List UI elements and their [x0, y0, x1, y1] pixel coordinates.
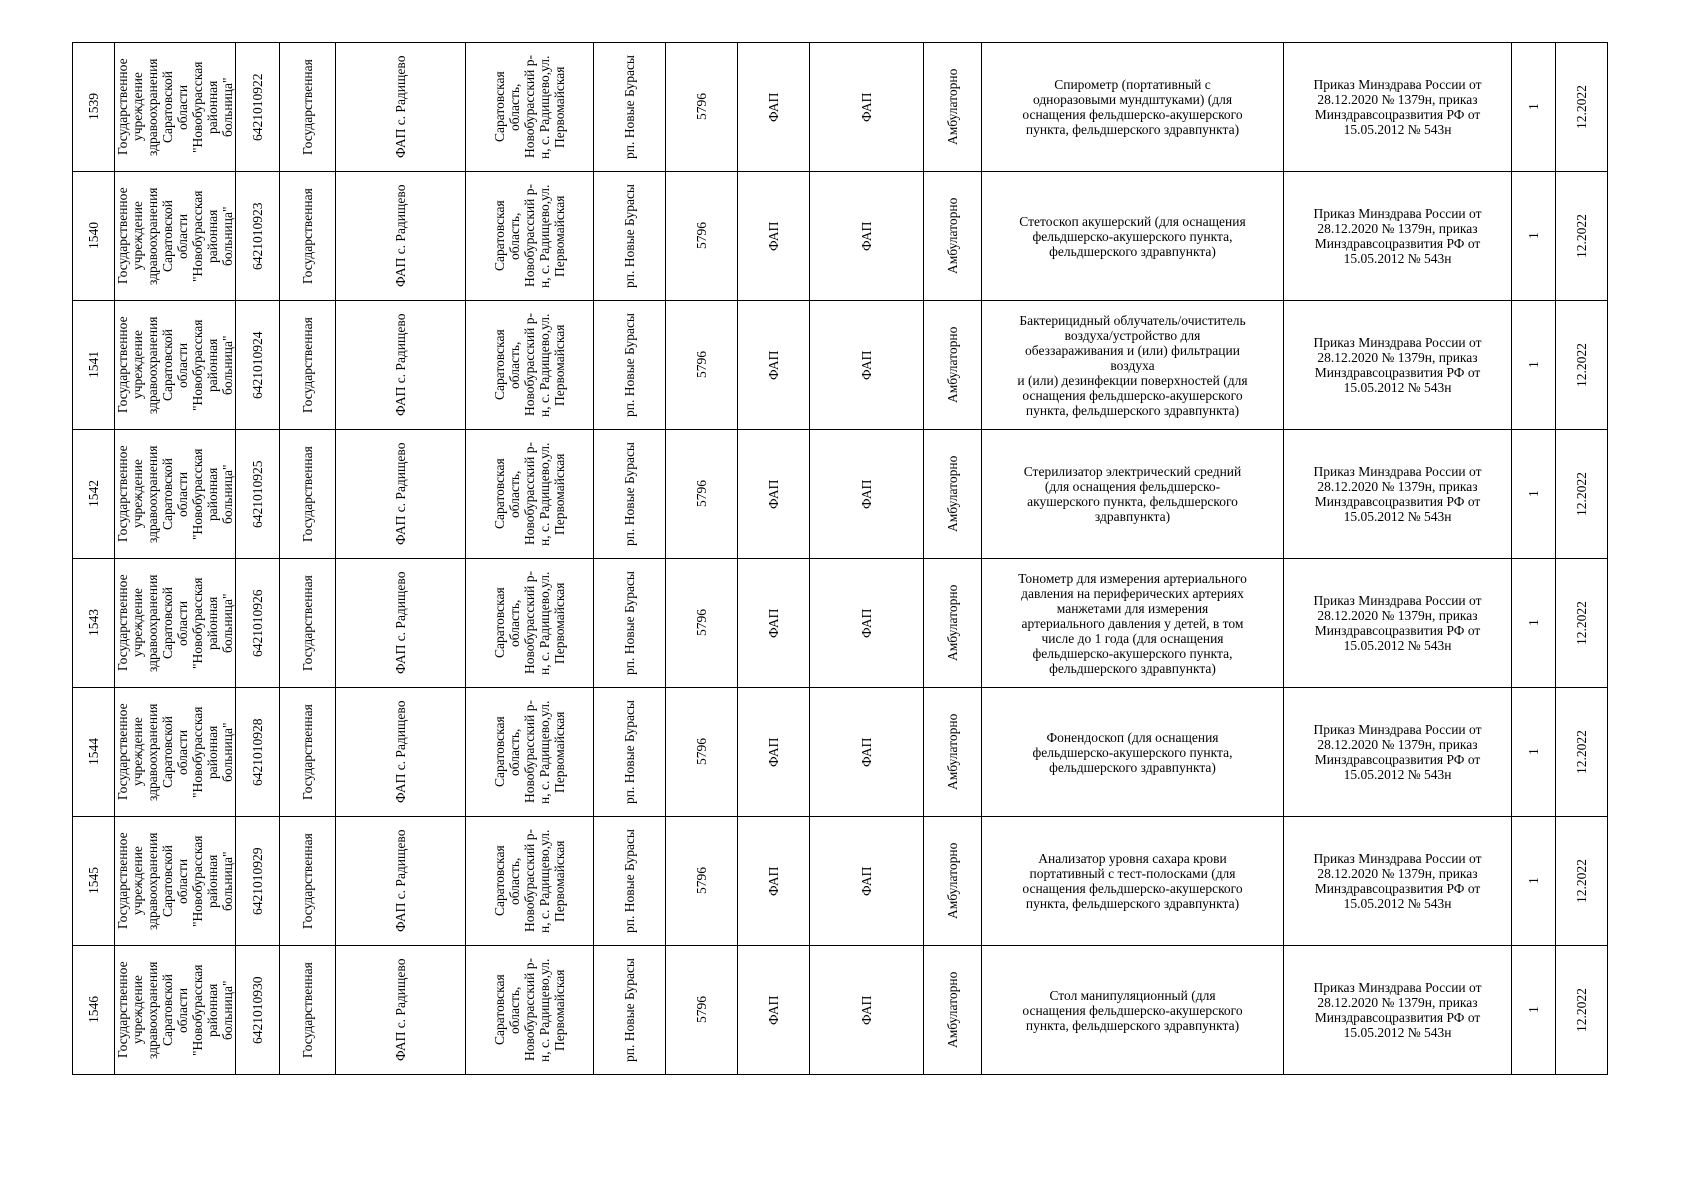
row-number: 1542 — [86, 480, 101, 508]
equipment-name: Бактерицидный облучатель/очиститель воздуха/устройство для обеззараживания и (или) фильтрации воздуха и (или) дезинфекции поверхностей (для оснащения фельдшерско-акушерского пункта, фельдшерского здравпункта) — [1017, 312, 1248, 418]
facility-subtype: ФАП — [859, 608, 874, 638]
equipment-cell — [982, 301, 1284, 430]
facility-type: ФАП — [766, 92, 781, 122]
subtype-cell — [810, 817, 924, 946]
ownership-cell — [280, 817, 336, 946]
order-cell — [1284, 946, 1512, 1075]
organization-cell — [115, 301, 236, 430]
organization-code: 6421010929 — [250, 847, 265, 915]
settlement-name: рп. Новые Бурасы — [622, 184, 637, 289]
quantity: 1 — [1526, 877, 1541, 885]
table-row — [73, 172, 1608, 301]
care-conditions: Амбулаторно — [945, 326, 960, 404]
ownership-cell — [280, 43, 336, 172]
facility-address: Саратовская область, Новобурасский р- н, с. Радищево,ул. Первомайская — [492, 571, 567, 675]
ownership-form: Государственная — [300, 704, 315, 800]
settlement-cell — [594, 688, 666, 817]
type-cell — [738, 817, 810, 946]
equipment-name: Фонендоскоп (для оснащения фельдшерско-акушерского пункта, фельдшерского здравпункта) — [1032, 729, 1233, 775]
order-cell — [1284, 430, 1512, 559]
organization-cell — [115, 688, 236, 817]
facility-cell — [336, 688, 466, 817]
order-cell — [1284, 817, 1512, 946]
facility-type: ФАП — [766, 737, 781, 767]
regulatory-order: Приказ Минздрава России от 28.12.2020 № 1379н, приказ Минздравсоцразвития РФ от 15.05.2012 № 543н — [1313, 335, 1482, 395]
facility-cell — [336, 559, 466, 688]
ownership-cell — [280, 688, 336, 817]
table-row — [73, 430, 1608, 559]
organization-name: Государственное учреждение здравоохранения Саратовской области "Новобурасская районная больница" — [115, 445, 235, 543]
care-conditions: Амбулаторно — [945, 455, 960, 533]
regulatory-order: Приказ Минздрава России от 28.12.2020 № 1379н, приказ Минздравсоцразвития РФ от 15.05.2012 № 543н — [1313, 851, 1482, 911]
address-cell — [466, 817, 594, 946]
quantity-cell — [1512, 817, 1556, 946]
facility-name: ФАП с. Радищево — [393, 571, 408, 675]
organization-code: 6421010923 — [250, 202, 265, 270]
address-cell — [466, 430, 594, 559]
settlement-cell — [594, 946, 666, 1075]
settlement-name: рп. Новые Бурасы — [622, 55, 637, 160]
row-number: 1541 — [86, 351, 101, 379]
subtype-cell — [810, 43, 924, 172]
care-conditions: Амбулаторно — [945, 842, 960, 920]
organization-cell — [115, 817, 236, 946]
row-number-cell — [73, 688, 115, 817]
type-cell — [738, 43, 810, 172]
facility-subtype: ФАП — [859, 995, 874, 1025]
quantity: 1 — [1526, 103, 1541, 111]
order-cell — [1284, 688, 1512, 817]
table-row — [73, 301, 1608, 430]
number-cell — [666, 301, 738, 430]
care-cell — [924, 946, 982, 1075]
code-cell — [236, 559, 280, 688]
ownership-cell — [280, 430, 336, 559]
row-number: 1544 — [86, 738, 101, 766]
type-cell — [738, 946, 810, 1075]
quantity: 1 — [1526, 1006, 1541, 1014]
organization-name: Государственное учреждение здравоохранения Саратовской области "Новобурасская районная больница" — [115, 961, 235, 1059]
row-number: 1543 — [86, 609, 101, 637]
code-cell — [236, 688, 280, 817]
table-row — [73, 559, 1608, 688]
date-cell — [1556, 559, 1608, 688]
quantity: 1 — [1526, 748, 1541, 756]
ownership-form: Государственная — [300, 59, 315, 155]
facility-subtype: ФАП — [859, 350, 874, 380]
subtype-cell — [810, 946, 924, 1075]
quantity: 1 — [1526, 619, 1541, 627]
code-cell — [236, 946, 280, 1075]
facility-type: ФАП — [766, 479, 781, 509]
number-cell — [666, 688, 738, 817]
facility-name: ФАП с. Радищево — [393, 313, 408, 417]
ownership-cell — [280, 946, 336, 1075]
facility-subtype: ФАП — [859, 479, 874, 509]
type-cell — [738, 301, 810, 430]
settlement-name: рп. Новые Бурасы — [622, 958, 637, 1063]
delivery-date: 12.2022 — [1574, 988, 1589, 1032]
subtype-cell — [810, 301, 924, 430]
settlement-cell — [594, 430, 666, 559]
facility-cell — [336, 430, 466, 559]
care-cell — [924, 43, 982, 172]
organization-cell — [115, 43, 236, 172]
quantity: 1 — [1526, 490, 1541, 498]
facility-cell — [336, 946, 466, 1075]
facility-cell — [336, 301, 466, 430]
number-cell — [666, 559, 738, 688]
organization-name: Государственное учреждение здравоохранения Саратовской области "Новобурасская районная больница" — [115, 316, 235, 414]
settlement-cell — [594, 43, 666, 172]
facility-name: ФАП с. Радищево — [393, 958, 408, 1062]
equipment-cell — [982, 688, 1284, 817]
date-cell — [1556, 301, 1608, 430]
code-cell — [236, 43, 280, 172]
population-number: 5796 — [694, 996, 709, 1024]
equipment-cell — [982, 946, 1284, 1075]
delivery-date: 12.2022 — [1574, 214, 1589, 258]
equipment-name: Анализатор уровня сахара крови портативный с тест-полосками (для оснащения фельдшерско-акушерского пункта, фельдшерского здравпункта) — [1022, 851, 1243, 911]
equipment-name: Спирометр (портативный с одноразовыми мундштуками) (для оснащения фельдшерско-акушерского пункта, фельдшерского здравпункта) — [1022, 77, 1243, 137]
delivery-date: 12.2022 — [1574, 472, 1589, 516]
code-cell — [236, 301, 280, 430]
table-row — [73, 946, 1608, 1075]
facility-subtype: ФАП — [859, 866, 874, 896]
settlement-cell — [594, 172, 666, 301]
subtype-cell — [810, 688, 924, 817]
organization-cell — [115, 430, 236, 559]
regulatory-order: Приказ Минздрава России от 28.12.2020 № 1379н, приказ Минздравсоцразвития РФ от 15.05.2012 № 543н — [1313, 593, 1482, 653]
ownership-cell — [280, 301, 336, 430]
number-cell — [666, 946, 738, 1075]
facility-name: ФАП с. Радищево — [393, 442, 408, 546]
organization-name: Государственное учреждение здравоохранения Саратовской области "Новобурасская районная больница" — [115, 58, 235, 156]
care-conditions: Амбулаторно — [945, 197, 960, 275]
ownership-form: Государственная — [300, 188, 315, 284]
regulatory-order: Приказ Минздрава России от 28.12.2020 № 1379н, приказ Минздравсоцразвития РФ от 15.05.2012 № 543н — [1313, 722, 1482, 782]
table-row — [73, 817, 1608, 946]
facility-address: Саратовская область, Новобурасский р- н, с. Радищево,ул. Первомайская — [492, 829, 567, 933]
facility-subtype: ФАП — [859, 92, 874, 122]
ownership-cell — [280, 559, 336, 688]
organization-name: Государственное учреждение здравоохранения Саратовской области "Новобурасская районная больница" — [115, 187, 235, 285]
row-number-cell — [73, 172, 115, 301]
order-cell — [1284, 172, 1512, 301]
row-number: 1546 — [86, 996, 101, 1024]
care-conditions: Амбулаторно — [945, 971, 960, 1049]
facility-type: ФАП — [766, 608, 781, 638]
address-cell — [466, 559, 594, 688]
date-cell — [1556, 430, 1608, 559]
equipment-table — [72, 42, 1608, 1075]
code-cell — [236, 172, 280, 301]
ownership-form: Государственная — [300, 446, 315, 542]
equipment-name: Стетоскоп акушерский (для оснащения фельдшерско-акушерского пункта, фельдшерского здравпункта) — [1019, 213, 1246, 259]
population-number: 5796 — [694, 609, 709, 637]
quantity-cell — [1512, 430, 1556, 559]
population-number: 5796 — [694, 351, 709, 379]
care-cell — [924, 301, 982, 430]
equipment-cell — [982, 817, 1284, 946]
ownership-form: Государственная — [300, 317, 315, 413]
facility-address: Саратовская область, Новобурасский р- н, с. Радищево,ул. Первомайская — [492, 442, 567, 546]
type-cell — [738, 430, 810, 559]
facility-subtype: ФАП — [859, 221, 874, 251]
regulatory-order: Приказ Минздрава России от 28.12.2020 № 1379н, приказ Минздравсоцразвития РФ от 15.05.2012 № 543н — [1313, 77, 1482, 137]
settlement-name: рп. Новые Бурасы — [622, 700, 637, 805]
address-cell — [466, 946, 594, 1075]
facility-name: ФАП с. Радищево — [393, 829, 408, 933]
facility-address: Саратовская область, Новобурасский р- н, с. Радищево,ул. Первомайская — [492, 700, 567, 804]
quantity-cell — [1512, 172, 1556, 301]
care-cell — [924, 817, 982, 946]
row-number-cell — [73, 946, 115, 1075]
organization-name: Государственное учреждение здравоохранения Саратовской области "Новобурасская районная больница" — [115, 703, 235, 801]
ownership-form: Государственная — [300, 833, 315, 929]
settlement-cell — [594, 301, 666, 430]
organization-code: 6421010928 — [250, 718, 265, 786]
facility-type: ФАП — [766, 350, 781, 380]
row-number-cell — [73, 301, 115, 430]
address-cell — [466, 688, 594, 817]
quantity-cell — [1512, 946, 1556, 1075]
care-cell — [924, 172, 982, 301]
date-cell — [1556, 817, 1608, 946]
quantity-cell — [1512, 43, 1556, 172]
organization-code: 6421010922 — [250, 73, 265, 141]
row-number: 1540 — [86, 222, 101, 250]
ownership-cell — [280, 172, 336, 301]
population-number: 5796 — [694, 480, 709, 508]
order-cell — [1284, 301, 1512, 430]
organization-code: 6421010925 — [250, 460, 265, 528]
code-cell — [236, 430, 280, 559]
population-number: 5796 — [694, 222, 709, 250]
quantity-cell — [1512, 301, 1556, 430]
settlement-cell — [594, 817, 666, 946]
care-cell — [924, 688, 982, 817]
care-cell — [924, 430, 982, 559]
code-cell — [236, 817, 280, 946]
address-cell — [466, 172, 594, 301]
address-cell — [466, 301, 594, 430]
facility-address: Саратовская область, Новобурасский р- н, с. Радищево,ул. Первомайская — [492, 958, 567, 1062]
regulatory-order: Приказ Минздрава России от 28.12.2020 № 1379н, приказ Минздравсоцразвития РФ от 15.05.2012 № 543н — [1313, 980, 1482, 1040]
facility-cell — [336, 817, 466, 946]
date-cell — [1556, 688, 1608, 817]
delivery-date: 12.2022 — [1574, 343, 1589, 387]
facility-name: ФАП с. Радищево — [393, 700, 408, 804]
care-conditions: Амбулаторно — [945, 584, 960, 662]
facility-type: ФАП — [766, 221, 781, 251]
organization-code: 6421010926 — [250, 589, 265, 657]
order-cell — [1284, 559, 1512, 688]
organization-cell — [115, 172, 236, 301]
date-cell — [1556, 946, 1608, 1075]
equipment-cell — [982, 43, 1284, 172]
settlement-name: рп. Новые Бурасы — [622, 442, 637, 547]
row-number-cell — [73, 430, 115, 559]
facility-cell — [336, 43, 466, 172]
table-row — [73, 43, 1608, 172]
order-cell — [1284, 43, 1512, 172]
settlement-name: рп. Новые Бурасы — [622, 571, 637, 676]
organization-name: Государственное учреждение здравоохранения Саратовской области "Новобурасская районная больница" — [115, 832, 235, 930]
care-cell — [924, 559, 982, 688]
type-cell — [738, 559, 810, 688]
equipment-name: Стол манипуляционный (для оснащения фельдшерско-акушерского пункта, фельдшерского здравпункта) — [1022, 987, 1243, 1033]
row-number-cell — [73, 43, 115, 172]
subtype-cell — [810, 430, 924, 559]
date-cell — [1556, 172, 1608, 301]
care-conditions: Амбулаторно — [945, 68, 960, 146]
settlement-cell — [594, 559, 666, 688]
date-cell — [1556, 43, 1608, 172]
delivery-date: 12.2022 — [1574, 85, 1589, 129]
population-number: 5796 — [694, 867, 709, 895]
settlement-name: рп. Новые Бурасы — [622, 829, 637, 934]
facility-address: Саратовская область, Новобурасский р- н, с. Радищево,ул. Первомайская — [492, 55, 567, 159]
facility-address: Саратовская область, Новобурасский р- н, с. Радищево,ул. Первомайская — [492, 184, 567, 288]
equipment-cell — [982, 559, 1284, 688]
facility-type: ФАП — [766, 995, 781, 1025]
organization-code: 6421010924 — [250, 331, 265, 399]
population-number: 5796 — [694, 93, 709, 121]
delivery-date: 12.2022 — [1574, 730, 1589, 774]
organization-cell — [115, 946, 236, 1075]
facility-address: Саратовская область, Новобурасский р- н, с. Радищево,ул. Первомайская — [492, 313, 567, 417]
row-number-cell — [73, 559, 115, 688]
regulatory-order: Приказ Минздрава России от 28.12.2020 № 1379н, приказ Минздравсоцразвития РФ от 15.05.2012 № 543н — [1313, 206, 1482, 266]
address-cell — [466, 43, 594, 172]
quantity-cell — [1512, 559, 1556, 688]
delivery-date: 12.2022 — [1574, 859, 1589, 903]
care-conditions: Амбулаторно — [945, 713, 960, 791]
table-body — [73, 43, 1608, 1075]
facility-name: ФАП с. Радищево — [393, 55, 408, 159]
organization-cell — [115, 559, 236, 688]
row-number-cell — [73, 817, 115, 946]
facility-cell — [336, 172, 466, 301]
equipment-name: Тонометр для измерения артериального давления на периферических артериях манжетами для измерения артериального давления у детей, в том числе до 1 года (для оснащения фельдшерско-акушерского пункта, фельдшерского здравпункта) — [1018, 570, 1247, 676]
ownership-form: Государственная — [300, 962, 315, 1058]
population-number: 5796 — [694, 738, 709, 766]
type-cell — [738, 172, 810, 301]
subtype-cell — [810, 172, 924, 301]
number-cell — [666, 43, 738, 172]
row-number: 1539 — [86, 93, 101, 121]
quantity: 1 — [1526, 232, 1541, 240]
subtype-cell — [810, 559, 924, 688]
regulatory-order: Приказ Минздрава России от 28.12.2020 № 1379н, приказ Минздравсоцразвития РФ от 15.05.2012 № 543н — [1313, 464, 1482, 524]
equipment-cell — [982, 430, 1284, 559]
quantity: 1 — [1526, 361, 1541, 369]
delivery-date: 12.2022 — [1574, 601, 1589, 645]
equipment-cell — [982, 172, 1284, 301]
facility-name: ФАП с. Радищево — [393, 184, 408, 288]
facility-subtype: ФАП — [859, 737, 874, 767]
organization-code: 6421010930 — [250, 976, 265, 1044]
quantity-cell — [1512, 688, 1556, 817]
settlement-name: рп. Новые Бурасы — [622, 313, 637, 418]
number-cell — [666, 817, 738, 946]
table-row — [73, 688, 1608, 817]
number-cell — [666, 172, 738, 301]
number-cell — [666, 430, 738, 559]
row-number: 1545 — [86, 867, 101, 895]
organization-name: Государственное учреждение здравоохранения Саратовской области "Новобурасская районная больница" — [115, 574, 235, 672]
type-cell — [738, 688, 810, 817]
ownership-form: Государственная — [300, 575, 315, 671]
equipment-name: Стерилизатор электрический средний (для оснащения фельдшерско- акушерского пункта, фельдшерского здравпункта) — [1023, 464, 1242, 524]
facility-type: ФАП — [766, 866, 781, 896]
